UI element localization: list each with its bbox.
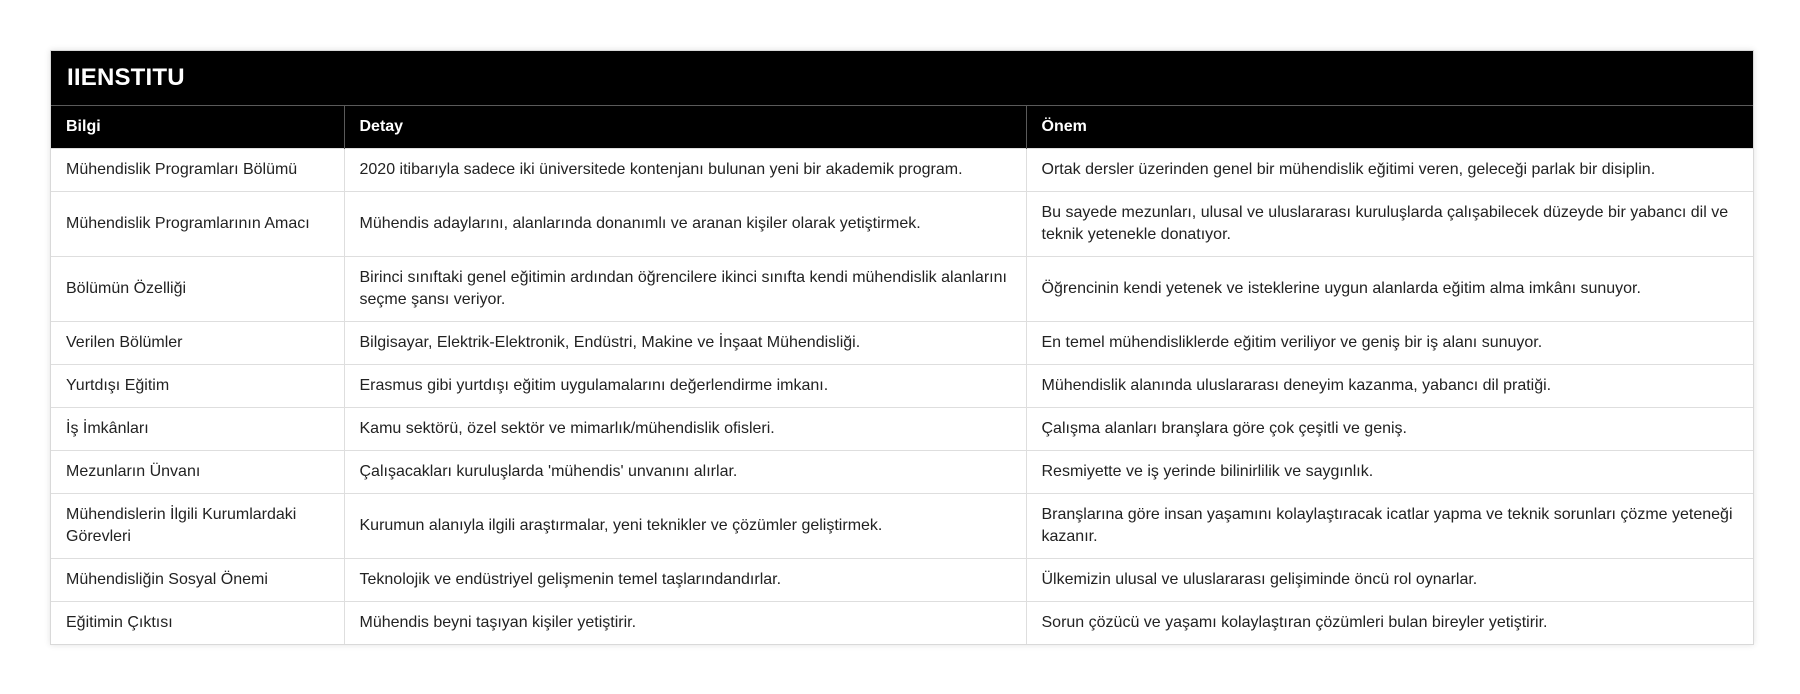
column-header-bilgi: Bilgi [51, 106, 344, 149]
table-row [51, 322, 1753, 365]
table-row [51, 257, 1753, 322]
info-table-card [50, 50, 1754, 645]
cell-onem: Sorun çözücü ve yaşamı kolaylaştıran çözümleri bulan bireyler yetiştirir. [1026, 602, 1753, 645]
table-row [51, 602, 1753, 645]
cell-onem: Resmiyette ve iş yerinde bilinirlilik ve saygınlık. [1026, 451, 1753, 494]
cell-bilgi: Bölümün Özelliği [51, 257, 344, 322]
table-header-row [51, 106, 1753, 149]
cell-detay: Çalışacakları kuruluşlarda 'mühendis' unvanını alırlar. [344, 451, 1026, 494]
cell-onem: Ortak dersler üzerinden genel bir mühendislik eğitimi veren, geleceği parlak bir disiplin. [1026, 149, 1753, 192]
cell-detay: 2020 itibarıyla sadece iki üniversitede kontenjanı bulunan yeni bir akademik program. [344, 149, 1026, 192]
table-row [51, 192, 1753, 257]
cell-bilgi: Mühendisliğin Sosyal Önemi [51, 559, 344, 602]
cell-detay: Birinci sınıftaki genel eğitimin ardından öğrencilere ikinci sınıfta kendi mühendislik alanlarını seçme şansı veriyor. [344, 257, 1026, 322]
table-row [51, 559, 1753, 602]
cell-bilgi: Verilen Bölümler [51, 322, 344, 365]
cell-detay: Kurumun alanıyla ilgili araştırmalar, yeni teknikler ve çözümler geliştirmek. [344, 494, 1026, 559]
cell-bilgi: Yurtdışı Eğitim [51, 365, 344, 408]
cell-detay: Mühendis adaylarını, alanlarında donanımlı ve aranan kişiler olarak yetiştirmek. [344, 192, 1026, 257]
cell-onem: Ülkemizin ulusal ve uluslararası gelişiminde öncü rol oynarlar. [1026, 559, 1753, 602]
cell-onem: Bu sayede mezunları, ulusal ve uluslararası kuruluşlarda çalışabilecek düzeyde bir yabancı dil ve teknik yetenekle donatıyor. [1026, 192, 1753, 257]
cell-onem: Branşlarına göre insan yaşamını kolaylaştıracak icatlar yapma ve teknik sorunları çözme yeteneği kazanır. [1026, 494, 1753, 559]
cell-bilgi: Mezunların Ünvanı [51, 451, 344, 494]
table-row [51, 365, 1753, 408]
cell-onem: Mühendislik alanında uluslararası deneyim kazanma, yabancı dil pratiği. [1026, 365, 1753, 408]
cell-bilgi: Mühendislik Programlarının Amacı [51, 192, 344, 257]
cell-bilgi: Mühendislik Programları Bölümü [51, 149, 344, 192]
table-row [51, 451, 1753, 494]
cell-onem: En temel mühendisliklerde eğitim veriliyor ve geniş bir iş alanı sunuyor. [1026, 322, 1753, 365]
cell-detay: Mühendis beyni taşıyan kişiler yetiştirir. [344, 602, 1026, 645]
column-header-detay: Detay [344, 106, 1026, 149]
cell-detay: Bilgisayar, Elektrik-Elektronik, Endüstri, Makine ve İnşaat Mühendisliği. [344, 322, 1026, 365]
table-row [51, 494, 1753, 559]
table-title: IIENSTITU [51, 51, 1753, 106]
cell-onem: Çalışma alanları branşlara göre çok çeşitli ve geniş. [1026, 408, 1753, 451]
table-row [51, 408, 1753, 451]
cell-bilgi: Eğitimin Çıktısı [51, 602, 344, 645]
cell-detay: Erasmus gibi yurtdışı eğitim uygulamalarını değerlendirme imkanı. [344, 365, 1026, 408]
cell-detay: Teknolojik ve endüstriyel gelişmenin temel taşlarındandırlar. [344, 559, 1026, 602]
table-row [51, 149, 1753, 192]
cell-onem: Öğrencinin kendi yetenek ve isteklerine uygun alanlarda eğitim alma imkânı sunuyor. [1026, 257, 1753, 322]
cell-bilgi: İş İmkânları [51, 408, 344, 451]
cell-bilgi: Mühendislerin İlgili Kurumlardaki Görevleri [51, 494, 344, 559]
info-table [51, 106, 1753, 644]
cell-detay: Kamu sektörü, özel sektör ve mimarlık/mühendislik ofisleri. [344, 408, 1026, 451]
column-header-onem: Önem [1026, 106, 1753, 149]
